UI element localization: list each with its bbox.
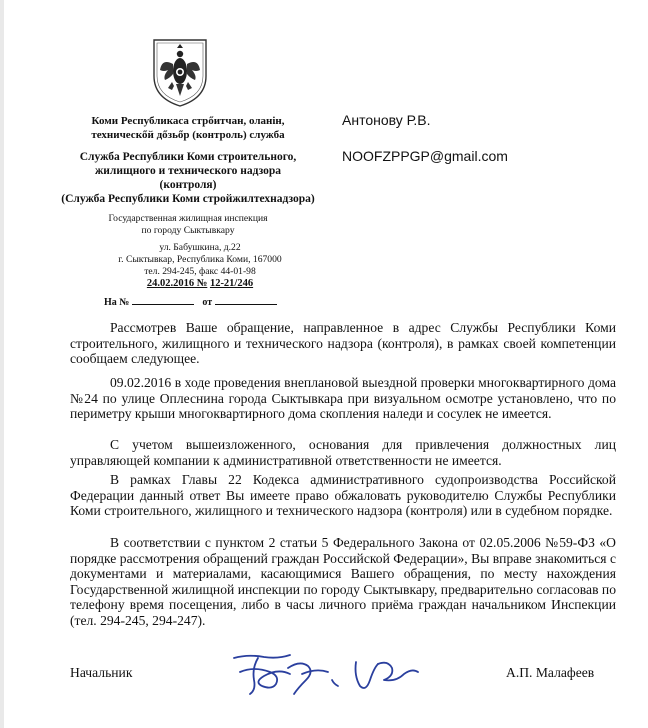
letter-date-prefix: 24.02.2016 № <box>146 278 208 289</box>
body-paragraph-2 <box>70 375 616 422</box>
service-name-ru-line4: (Служба Республики Коми стройжилтехнадзора) <box>61 193 315 205</box>
body-paragraph-4 <box>70 472 616 519</box>
inspection-name <box>70 213 306 237</box>
inspection-line1: Государственная жилищная инспекция <box>108 213 268 224</box>
reference-line <box>104 295 277 308</box>
service-name-ru-line2: жилищного и технического надзора <box>94 165 282 177</box>
body-paragraph-3-text: С учетом вышеизложенного, основания для привлечения должностных лиц управляющей компании к административной ответственности не имеется. <box>70 437 616 468</box>
service-name-russian <box>26 150 350 206</box>
signatory-name: А.П. Малафеев <box>506 665 595 680</box>
body-paragraph-1 <box>70 320 616 367</box>
service-name-ru-line3: (контроля) <box>159 179 217 191</box>
scan-edge <box>0 0 4 728</box>
addressee-name: Антонову Р.В. <box>342 112 431 128</box>
body-paragraph-2-text: 09.02.2016 в ходе проведения внеплановой выездной проверки многоквартирного дома №24 по улице Оплеснина города Сыктывкара при визуальном осмотре установлено, что по периметру крыши многоквартирного дома скопления наледи и сосулек не имеется. <box>70 375 616 422</box>
service-name-komi <box>38 114 338 142</box>
komi-coat-of-arms-icon <box>150 36 210 108</box>
reference-ot-label: от <box>202 297 213 308</box>
address-street: ул. Бабушкина, д.22 <box>159 242 241 253</box>
reference-number-blank <box>132 295 194 305</box>
body-paragraph-1-text: Рассмотрев Ваше обращение, направленное в адрес Службы Республики Коми строительного, жилищного и технического надзора (контроля), в рамках своей компетенции сообщаем следующее. <box>70 320 616 367</box>
body-paragraph-5 <box>70 535 616 629</box>
service-name-ru-line1: Служба Республики Коми строительного, <box>79 151 297 163</box>
service-name-komi-line2: техническőй дőзьőр (контроль) служба <box>91 129 285 141</box>
body-paragraph-4-text: В рамках Главы 22 Кодекса административного судопроизводства Российской Федерации данный ответ Вы имеете право обжаловать руководителю Службы Республики Коми строительного, жилищного и технического надзора (контроля) или в судебном порядке. <box>70 472 616 519</box>
body-paragraph-5-text: В соответствии с пунктом 2 статьи 5 Федерального Закона от 02.05.2006 №59-ФЗ «О порядке рассмотрения обращений граждан Российской Федерации», Вы вправе знакомиться с документами и материалами, касающимися Вашего обращения, по месту нахождения Государственной жилищной инспекции по городу Сыктывкару, предварительно согласовав по телефону время посещения, либо в часы личного приёма граждан начальником Инспекции (тел. 294-245, 294-247). <box>70 535 616 628</box>
inspection-line2: по городу Сыктывкару <box>141 225 235 236</box>
address-city: г. Сыктывкар, Республика Коми, 167000 <box>118 254 282 265</box>
signatory-position: Начальник <box>70 665 133 680</box>
letter-number: 12-21/246 <box>209 278 254 289</box>
address-phone: тел. 294-245, факс 44-01-98 <box>144 266 256 277</box>
reference-na-label: На № <box>104 297 130 308</box>
reference-date-blank <box>215 295 277 305</box>
handwritten-signature <box>228 650 424 698</box>
letter-date-number <box>70 278 330 289</box>
addressee-email: NOOFZPPGP@gmail.com <box>342 148 508 164</box>
sender-address <box>70 242 330 278</box>
body-paragraph-3 <box>70 437 616 468</box>
service-name-komi-line1: Коми Республикаса стрőитчан, оланін, <box>91 115 285 127</box>
